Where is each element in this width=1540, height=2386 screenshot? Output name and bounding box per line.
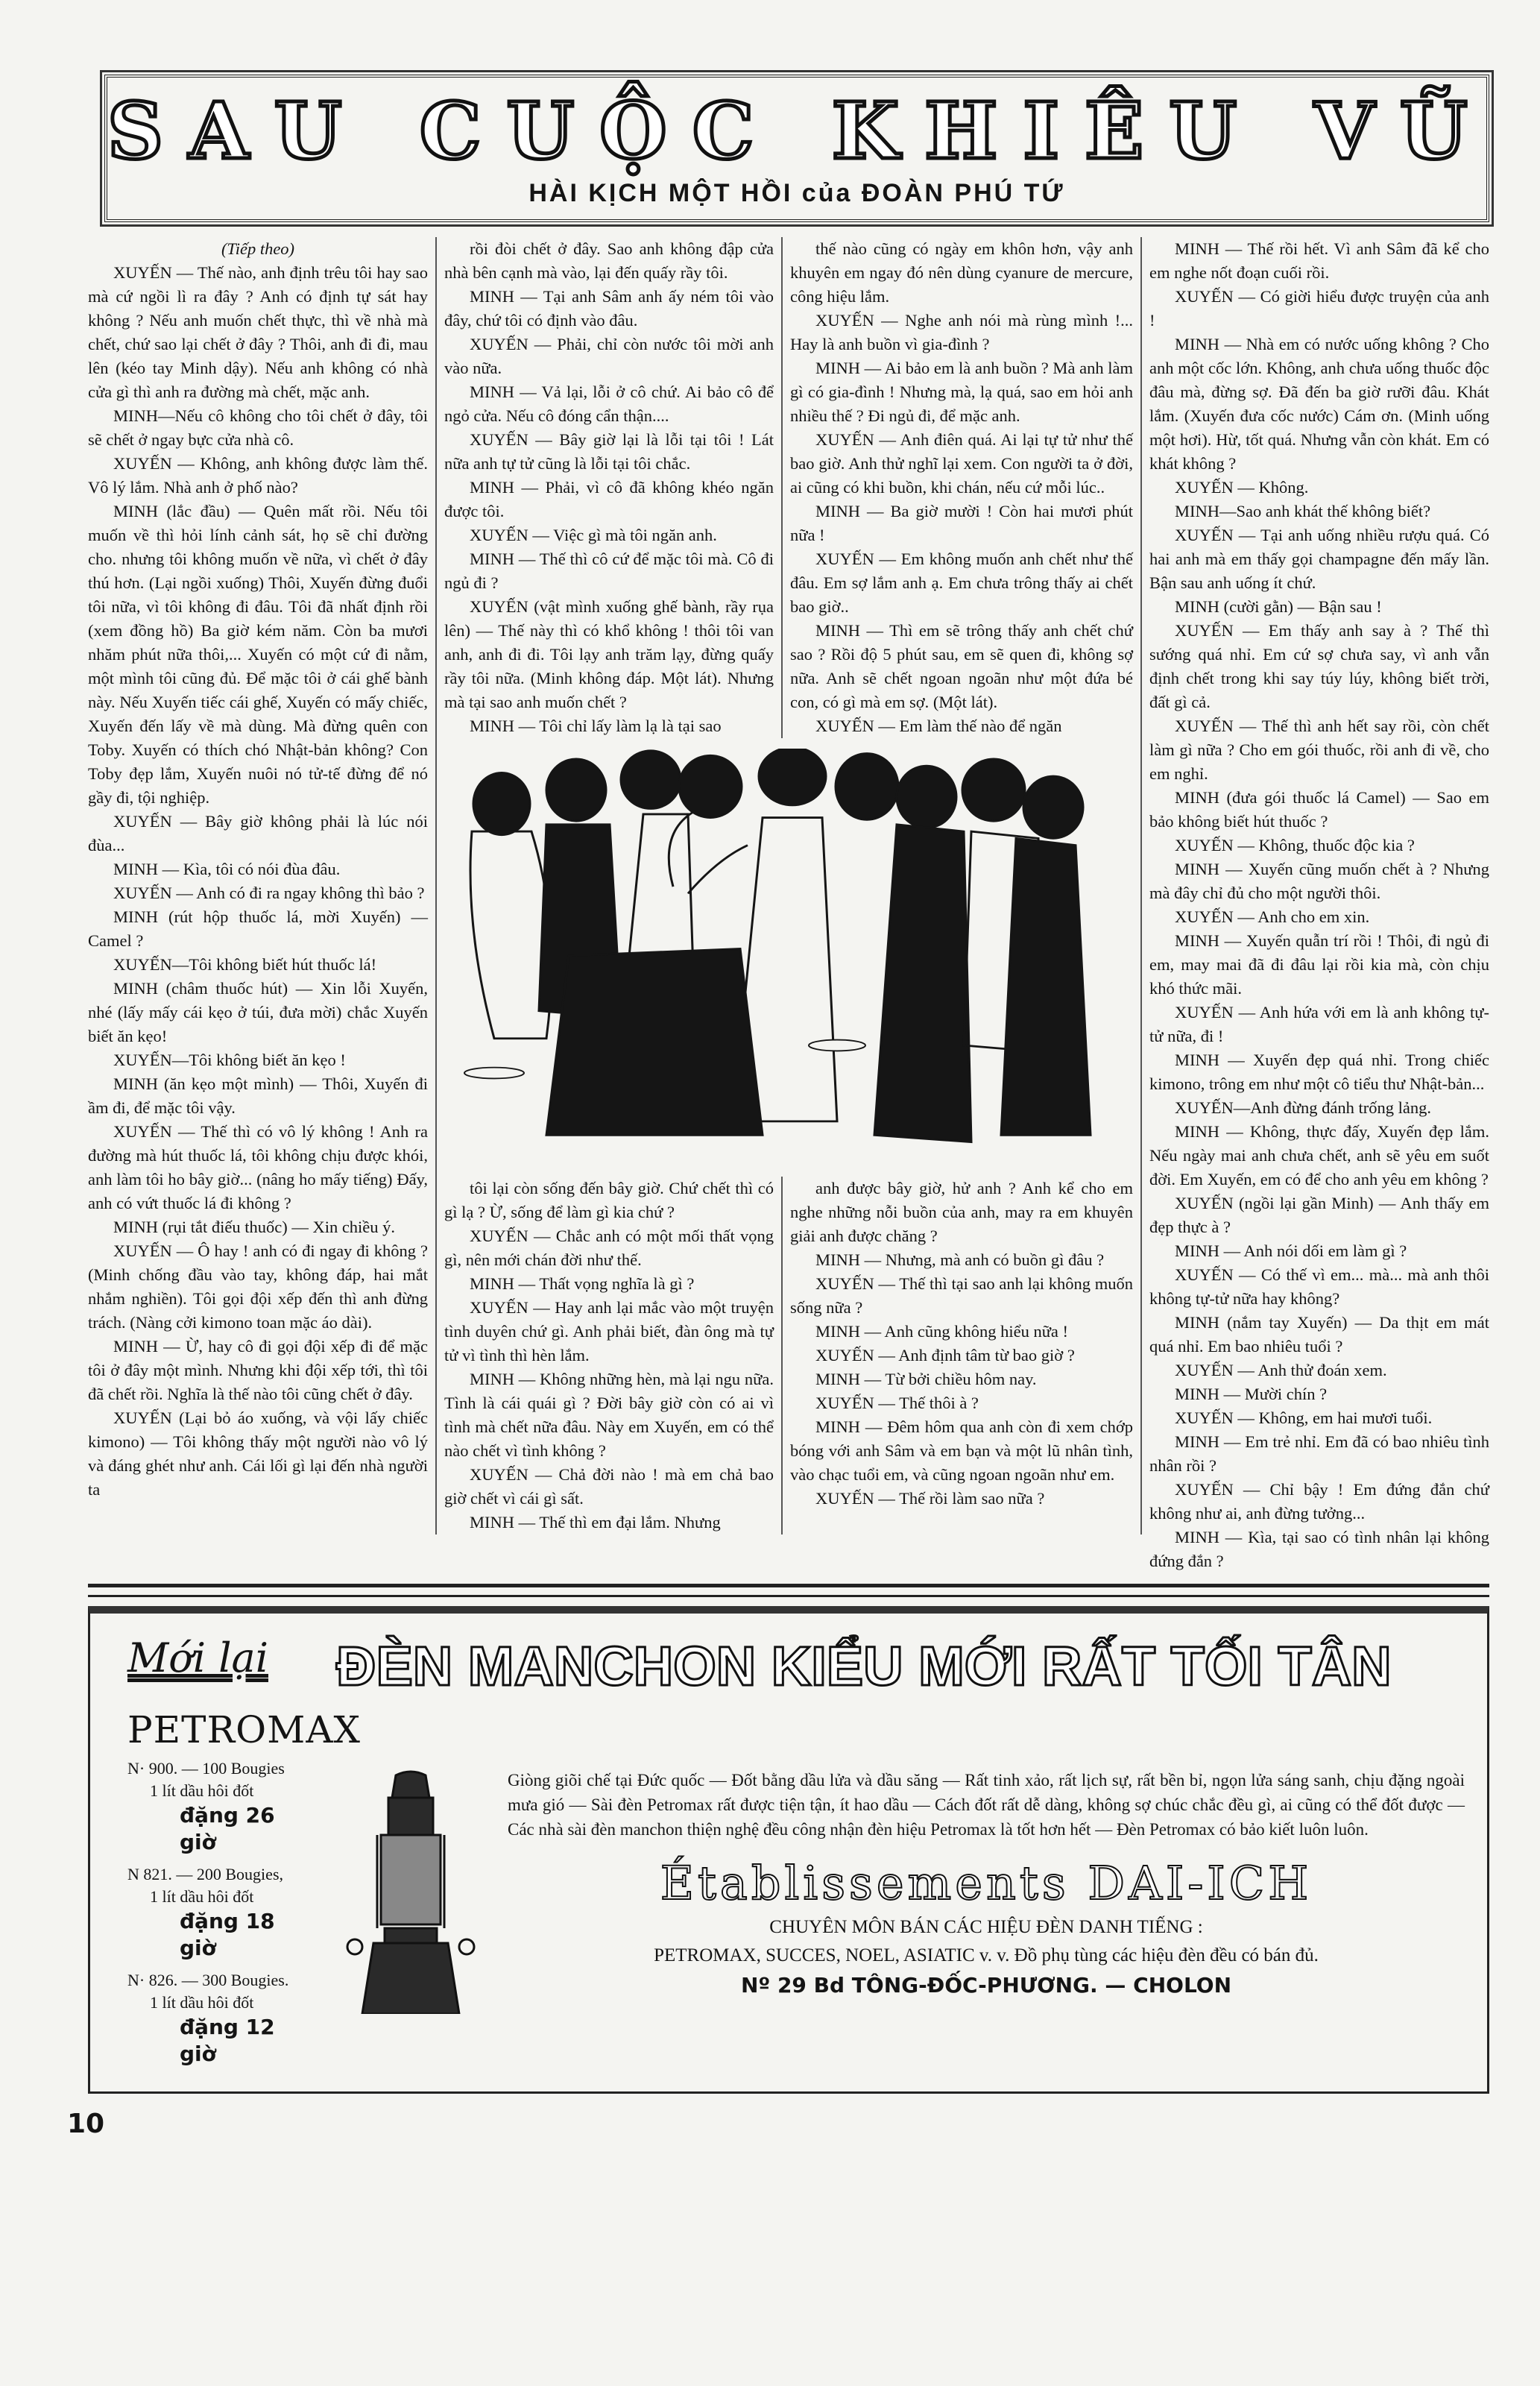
model-oil: 1 lít dầu hôi đốt (150, 1887, 254, 1906)
dialogue-paragraph: XUYẾN — Anh thử đoán xem. (1175, 1361, 1387, 1379)
dialogue-paragraph: MINH — Phải, vì cô đã không khéo ngăn được tôi. (444, 478, 774, 520)
middle-top-row (437, 237, 1140, 738)
dialogue-paragraph: XUYẾN — Anh định tâm từ bao giờ ? (815, 1346, 1075, 1364)
dialogue-paragraph: MINH — Anh nói dối em làm gì ? (1175, 1241, 1407, 1260)
dialogue-paragraph: XUYẾN — Thế nào, anh định trêu tôi hay sao mà cứ ngồi lì ra đây ? Anh có định tự sát hay không ? Nếu anh muốn chết thực, thì về nhà mà chết, chứ sao lại chết ở đây ? Thôi, anh đi đi, mau lên (kéo tay Minh dậy). Nếu anh không có nhà cửa gì thì anh ra đường mà chết, mặc anh. (88, 263, 428, 401)
article-subtitle: HÀI KỊCH MỘT HỒI của ĐOÀN PHÚ TỨ (528, 179, 1065, 207)
dialogue-paragraph: MINH — Đêm hôm qua anh còn đi xem chớp bóng với anh Sâm và em bạn và một lũ nhân tình, vào chạc tuổi em, và cũng ngoan ngoãn như em. (790, 1417, 1133, 1484)
dialogue-paragraph: tôi lại còn sống đến bây giờ. Chứ chết thì có gì lạ ? Ừ, sống để làm gì kia chứ ? (444, 1179, 774, 1221)
dialogue-paragraph: XUYẾN — Anh điên quá. Ai lại tự tử như thế bao giờ. Anh thử nghĩ lại xem. Con người ta ở đời, ai cũng có khi buồn, khi chán, nếu cứ mỗi lúc.. (790, 430, 1133, 497)
dialogue-paragraph: XUYẾN — Ô hay ! anh có đi ngay đi không ? (Minh chống đầu vào tay, không đáp, hai mắt nhắm nghiền). Tôi gọi đội xếp đến thì anh đừng trách. (Nàng cởi kimono toan mặc áo dài). (88, 1241, 428, 1332)
dialogue-paragraph: XUYẾN — Em thấy anh say à ? Thế thì sướng quá nhỉ. Em cứ sợ chưa say, vì anh vẫn định chết trong khi say túy lúy, không biết trời, đất gì cả. (1149, 621, 1489, 711)
dialogue-paragraph: XUYẾN — Tại anh uống nhiều rượu quá. Có hai anh mà em thấy gọi champagne đến mấy lần. Bận sau anh uống ít chứ. (1149, 526, 1489, 592)
model-number: N 821. — 200 Bougies, (127, 1865, 283, 1883)
dialogue-paragraph: MINH — Thất vọng nghĩa là gì ? (470, 1274, 695, 1293)
dialogue-paragraph: thế nào cũng có ngày em khôn hơn, vậy anh khuyên em ngay đó nên dùng cyanure de mercure, công hiệu lắm. (790, 239, 1133, 306)
dialogue-paragraph: MINH — Xuyến quẫn trí rồi ! Thôi, đi ngủ đi em, may mai đã đi đâu lại rồi kia mà, còn chịu khó thức mãi. (1149, 931, 1489, 998)
dialogue-paragraph: MINH — Vả lại, lỗi ở cô chứ. Ai bảo cô để ngỏ cửa. Nếu cô đóng cẩn thận.... (444, 383, 774, 425)
dialogue-paragraph: XUYẾN — Anh cho em xin. (1175, 907, 1370, 926)
dialogue-paragraph: XUYẾN — Không, em hai mươi tuổi. (1175, 1408, 1433, 1427)
ad-body-text: Giòng giõi chế tại Đức quốc — Đốt bằng dầu lửa và dầu săng — Rất tinh xảo, rất lịch sự, rất bền bỉ, ngọn lửa sáng sanh, chịu đặng ngoài mưa gió — Sài đèn Petromax rất được tiện tận, ít hao dầu — Cách đốt rất dễ dàng, không sợ chúc chắc đều gì, ai cũng có thể đốt được — Các nhà sài đèn manchon thiện nghệ đều công nhận đèn hiệu Petromax là tốt hơn hết — Đèn Petromax có bảo kiết luôn luôn. (508, 1770, 1465, 1839)
dialogue-paragraph: MINH (cười gằn) — Bận sau ! (1175, 597, 1382, 616)
dialogue-paragraph: MINH (rụi tắt điếu thuốc) — Xin chiều ý. (113, 1218, 396, 1236)
dialogue-paragraph: XUYẾN — Việc gì mà tôi ngăn anh. (470, 526, 717, 544)
model-oil: 1 lít dầu hôi đốt (150, 1993, 254, 2012)
dialogue-paragraph: MINH — Mười chín ? (1175, 1385, 1328, 1403)
dialogue-paragraph: MINH — Thì em sẽ trông thấy anh chết chứ sao ? Rồi độ 5 phút sau, em sẽ quen đi, không sợ nữa. Anh sẽ chết ngoan ngoãn như một đứa bé con, có gì mà em sợ. (Một lát). (790, 621, 1133, 711)
dialogue-paragraph: XUYẾN (ngồi lại gần Minh) — Anh thấy em đẹp thực à ? (1149, 1194, 1489, 1236)
article-columns (88, 237, 1489, 1573)
dialogue-paragraph: XUYẾN—Tôi không biết hút thuốc lá! (113, 955, 377, 974)
dialogue-paragraph: anh được bây giờ, hử anh ? Anh kể cho em nghe những nỗi buồn của anh, may ra em khuyên giải anh được chăng ? (790, 1179, 1133, 1245)
dialogue-paragraph: XUYẾN — Có giời hiểu được truyện của anh ! (1149, 287, 1489, 330)
dialogue-paragraph: XUYẾN — Bây giờ không phải là lúc nói đùa... (88, 812, 428, 854)
dialogue-paragraph: XUYẾN — Anh có đi ra ngay không thì bảo ? (113, 884, 425, 902)
dialogue-paragraph: MINH — Nhưng, mà anh có buồn gì đâu ? (815, 1250, 1105, 1269)
model-hours: đặng 12 giờ (180, 2015, 275, 2066)
article-title: SAU CUỘC KHIÊU VŨ (107, 85, 1493, 177)
ad-brand: PETROMAX (127, 1708, 362, 1751)
dialogue-paragraph: MINH — Thế thì em đại lắm. Nhưng (470, 1513, 721, 1532)
middle-bottom-row (437, 1177, 1140, 1534)
ad-headline: ĐÈN MANCHON KIỂU MỚI RẤT TỐI TÂN (336, 1635, 1392, 1697)
page-number: 10 (67, 2109, 105, 2139)
dialogue-paragraph: MINH — Anh cũng không hiểu nữa ! (815, 1322, 1069, 1341)
dialogue-paragraph: XUYẾN — Phải, chỉ còn nước tôi mời anh vào nữa. (444, 335, 774, 377)
ad-model (127, 1969, 314, 2068)
dialogue-paragraph: MINH — Kìa, tại sao có tình nhân lại không đứng đắn ? (1149, 1528, 1489, 1570)
dialogue-paragraph: MINH (rút hộp thuốc lá, mời Xuyến) — Camel ? (88, 907, 428, 950)
dialogue-paragraph: rồi đòi chết ở đây. Sao anh không đập cửa nhà bên cạnh mà vào, lại đến quấy rầy tôi. (444, 239, 774, 282)
ad-details (508, 1768, 1465, 2076)
dialogue-paragraph: XUYẾN — Không, anh không được làm thế. Vô lý lắm. Nhà anh ở phố nào? (88, 454, 428, 497)
dialogue-paragraph: MINH — Xuyến đẹp quá nhỉ. Trong chiếc kimono, trông em như một cô tiểu thư Nhật-bản... (1149, 1051, 1489, 1093)
dialogue-paragraph: MINH (ăn kẹo một mình) — Thôi, Xuyến đi ầm đi, để mặc tôi vậy. (88, 1074, 428, 1117)
section-divider (88, 1584, 1489, 1597)
dialogue-paragraph: MINH — Ba giờ mười ! Còn hai mươi phút nữa ! (790, 502, 1133, 544)
dialogue-paragraph: MINH (đưa gói thuốc lá Camel) — Sao em bảo không biết hút thuốc ? (1149, 788, 1489, 831)
dialogue-paragraph: XUYẾN — Chắc anh có một mối thất vọng gì, nên mới chán đời như thế. (444, 1227, 774, 1269)
dialogue-paragraph: MINH — Tôi chỉ lấy làm lạ là tại sao (470, 717, 722, 735)
dialogue-paragraph: MINH — Kìa, tôi có nói đùa đâu. (113, 860, 341, 878)
ad-new-arrival: Mới lại (127, 1634, 268, 1681)
dialogue-paragraph: MINH — Nhà em có nước uống không ? Cho anh một cốc lớn. Không, anh chưa uống thuốc độc đâu mà, đừng sợ. Đã đến ba giờ rưỡi đâu. Khát lắm. (Xuyến đưa cốc nước) Cám ơn. (Minh uống một hơi). Hừ, tốt quá. Nhưng vẫn còn khát. Em có khát không ? (1149, 335, 1489, 473)
dialogue-paragraph: XUYẾN — Hay anh lại mắc vào một truyện tình duyên chứ gì. Anh phải biết, đàn ông mà tự tử vì tình thì hèn lắm. (444, 1298, 774, 1364)
dialogue-paragraph: MINH — Thế rồi hết. Vì anh Sâm đã kể cho em nghe nốt đoạn cuối rồi. (1149, 239, 1489, 282)
ad-company-name: Établissements DAI-ICH (660, 1855, 1313, 1910)
dialogue-paragraph: XUYẾN—Anh đừng đánh trống lảng. (1175, 1098, 1432, 1117)
dialogue-paragraph: XUYẾN — Chả đời nào ! mà em chả bao giờ chết vì cái gì sất. (444, 1465, 774, 1508)
dialogue-paragraph: XUYẾN — Bây giờ lại là lỗi tại tôi ! Lát nữa anh tự tử cũng là lỗi tại tôi chắc. (444, 430, 774, 473)
lantern-icon (336, 1768, 485, 2014)
dialogue-paragraph: MINH — Ừ, hay cô đi gọi đội xếp đi để mặc tôi ở đây một mình. Nhưng khi đội xếp tới, thì tôi đã chết rồi. Nghĩa là thế nào tôi cũng chết ở đây. (88, 1337, 428, 1403)
page-body (67, 237, 1489, 2139)
model-hours: đặng 18 giờ (180, 1909, 275, 1960)
text-column-2-bottom (437, 1177, 781, 1534)
ad-brands-line: PETROMAX, SUCCES, NOEL, ASIATIC v. v. Đồ phụ tùng các hiệu đèn đều có bán đủ. (654, 1945, 1319, 1965)
text-column-3-top (781, 237, 1140, 738)
dialogue-paragraph: XUYẾN — Thế thôi à ? (815, 1394, 979, 1412)
dialogue-paragraph: MINH (lắc đầu) — Quên mất rồi. Nếu tôi muốn về thì hỏi lính cảnh sát, họ sẽ chỉ đường cho. nhưng tôi không muốn về nữa, vì chết ở đây thú hơn. (Lại ngồi xuống) Thôi, Xuyến đừng đuổi tôi nữa, vì tôi không đi đâu. Tôi đã nhất định rồi (xem đồng hồ) Ba giờ kém năm. Còn ba mươi nhăm phút nữa thôi,... Xuyến có một cứ đi nằm, một mình tôi cũng đủ. Để mặc tôi ở cái ghế bành này. Nếu Xuyến tiếc cái ghế, Xuyến có mấy chiếc, Xuyến đến lấy về mà dùng. Mà đừng quên con Toby. Xuyến có thích chó Nhật-bản không? Con Toby đẹp lắm, Xuyến nuôi nó tử-tế đừng để nó gầy đi, tội nghiệp. (88, 502, 428, 807)
dialogue-paragraph: XUYẾN — Em làm thế nào để ngăn (815, 717, 1062, 735)
dialogue-paragraph: MINH (nắm tay Xuyến) — Da thịt em mát quá nhỉ. Em bao nhiêu tuổi ? (1149, 1313, 1489, 1356)
ad-address: Nº 29 Bd TÔNG-ĐỐC-PHƯƠNG. — CHOLON (740, 1972, 1232, 1998)
dialogue-paragraph: MINH — Ai bảo em là anh buồn ? Mà anh làm gì có gia-đình ! Nhưng mà, lạ quá, sao em hỏi anh nhiều thế ? Đi ngủ đi, để mặc anh. (790, 359, 1133, 425)
dialogue-paragraph: XUYẾN (vật mình xuống ghế bành, rầy rụa lên) — Thế này thì có khổ không ! thôi tôi van anh, anh đi đi. Tôi lạy anh trăm lạy, đừng quấy rầy tôi nữa. (Minh không đáp. Một lát). Nhưng mà tại sao anh muốn chết ? (444, 597, 774, 711)
dialogue-paragraph: (Tiếp theo) (221, 239, 295, 258)
text-column-2-top (437, 237, 781, 738)
dialogue-paragraph: XUYẾN — Thế rồi làm sao nữa ? (815, 1489, 1045, 1508)
middle-columns (435, 237, 1142, 1534)
dancers-illustration (449, 749, 1128, 1166)
dialogue-paragraph: XUYẾN—Tôi không biết ăn kẹo ! (113, 1051, 346, 1069)
dialogue-paragraph: XUYẾN — Em không muốn anh chết như thế đâu. Em sợ lắm anh ạ. Em chưa trông thấy ai chết bao giờ.. (790, 550, 1133, 616)
dialogue-paragraph: MINH (châm thuốc hút) — Xin lỗi Xuyến, nhé (lấy mấy cái kẹo ở túi, đưa mời) chắc Xuyến biết ăn kẹo! (88, 979, 428, 1045)
dialogue-paragraph: MINH — Từ bởi chiều hôm nay. (815, 1370, 1037, 1388)
dialogue-paragraph: MINH — Em trẻ nhỉ. Em đã có bao nhiêu tình nhân rồi ? (1149, 1432, 1489, 1475)
dialogue-paragraph: XUYẾN — Có thế vì em... mà... mà anh thôi không tự-tử nữa hay không? (1149, 1265, 1489, 1308)
model-oil: 1 lít dầu hôi đốt (150, 1781, 254, 1800)
dialogue-paragraph: XUYẾN — Nghe anh nói mà rùng mình !... Hay là anh buồn vì gia-đình ? (790, 311, 1133, 353)
model-number: N· 826. — 300 Bougies. (127, 1971, 289, 1989)
model-number: N· 900. — 100 Bougies (127, 1759, 285, 1778)
dialogue-paragraph: XUYẾN — Chỉ bậy ! Em đứng đắn chứ không như ai, anh đừng tưởng... (1149, 1480, 1489, 1523)
ad-model (127, 1863, 314, 1962)
dialogue-paragraph: MINH—Nếu cô không cho tôi chết ở đây, tôi sẽ chết ở ngay bực cửa nhà cô. (88, 406, 428, 449)
text-column-3-bottom (781, 1177, 1140, 1534)
ad-model (127, 1757, 314, 1856)
dialogue-paragraph: MINH—Sao anh khát thế không biết? (1175, 502, 1431, 520)
dialogue-paragraph: XUYẾN — Thế thì tại sao anh lại không muốn sống nữa ? (790, 1274, 1133, 1317)
ad-specialty: CHUYÊN MÔN BÁN CÁC HIỆU ĐÈN DANH TIẾNG : (769, 1916, 1203, 1937)
article-header (104, 75, 1493, 222)
petromax-advertisement (88, 1606, 1489, 2094)
dialogue-paragraph: XUYẾN — Không. (1175, 478, 1309, 497)
text-column-1 (88, 237, 435, 1502)
dialogue-paragraph: XUYẾN — Không, thuốc độc kia ? (1175, 836, 1415, 854)
dialogue-paragraph: MINH — Không những hèn, mà lại ngu nữa. Tình là cái quái gì ? Đời bây giờ còn có ai vì tình mà chết nữa đâu. Này em Xuyến, em có thể nào chết vì tình không ? (444, 1370, 774, 1460)
dialogue-paragraph: MINH — Thế thì cô cứ để mặc tôi mà. Cô đi ngủ đi ? (444, 550, 774, 592)
model-hours: đặng 26 giờ (180, 1803, 275, 1854)
dialogue-paragraph: XUYẾN (Lại bỏ áo xuống, và vội lấy chiếc kimono) — Tôi không thấy một người nào vô lý và đáng ghét như anh. Cái lối gì lại đến nhà người ta (88, 1408, 428, 1499)
ad-model-list (127, 1634, 362, 2075)
dialogue-paragraph: XUYẾN — Thế thì có vô lý không ! Anh ra đường mà hút thuốc lá, tôi không chịu được khói, anh làm tôi ho bây giờ... (nâng ho mấy tiếng) Đấy, anh có vứt thuốc lá đi không ? (88, 1122, 428, 1212)
dialogue-paragraph: MINH — Xuyến cũng muốn chết à ? Nhưng mà đây chỉ đủ cho một người thôi. (1149, 860, 1489, 902)
dialogue-paragraph: XUYẾN — Thế thì anh hết say rồi, còn chết làm gì nữa ? Cho em gói thuốc, rồi anh đi về, cho em nghỉ. (1149, 717, 1489, 783)
dialogue-paragraph: MINH — Không, thực đấy, Xuyến đẹp lắm. Nếu ngày mai anh chưa chết, anh sẽ yêu em suốt đời. Em Xuyến, em có để cho anh yêu em không ? (1149, 1122, 1489, 1189)
dialogue-paragraph: XUYẾN — Anh hứa với em là anh không tự-tử nữa, đi ! (1149, 1003, 1489, 1045)
text-column-4 (1142, 237, 1489, 1573)
dialogue-paragraph: MINH — Tại anh Sâm anh ấy ném tôi vào đây, chứ tôi có định vào đâu. (444, 287, 774, 330)
